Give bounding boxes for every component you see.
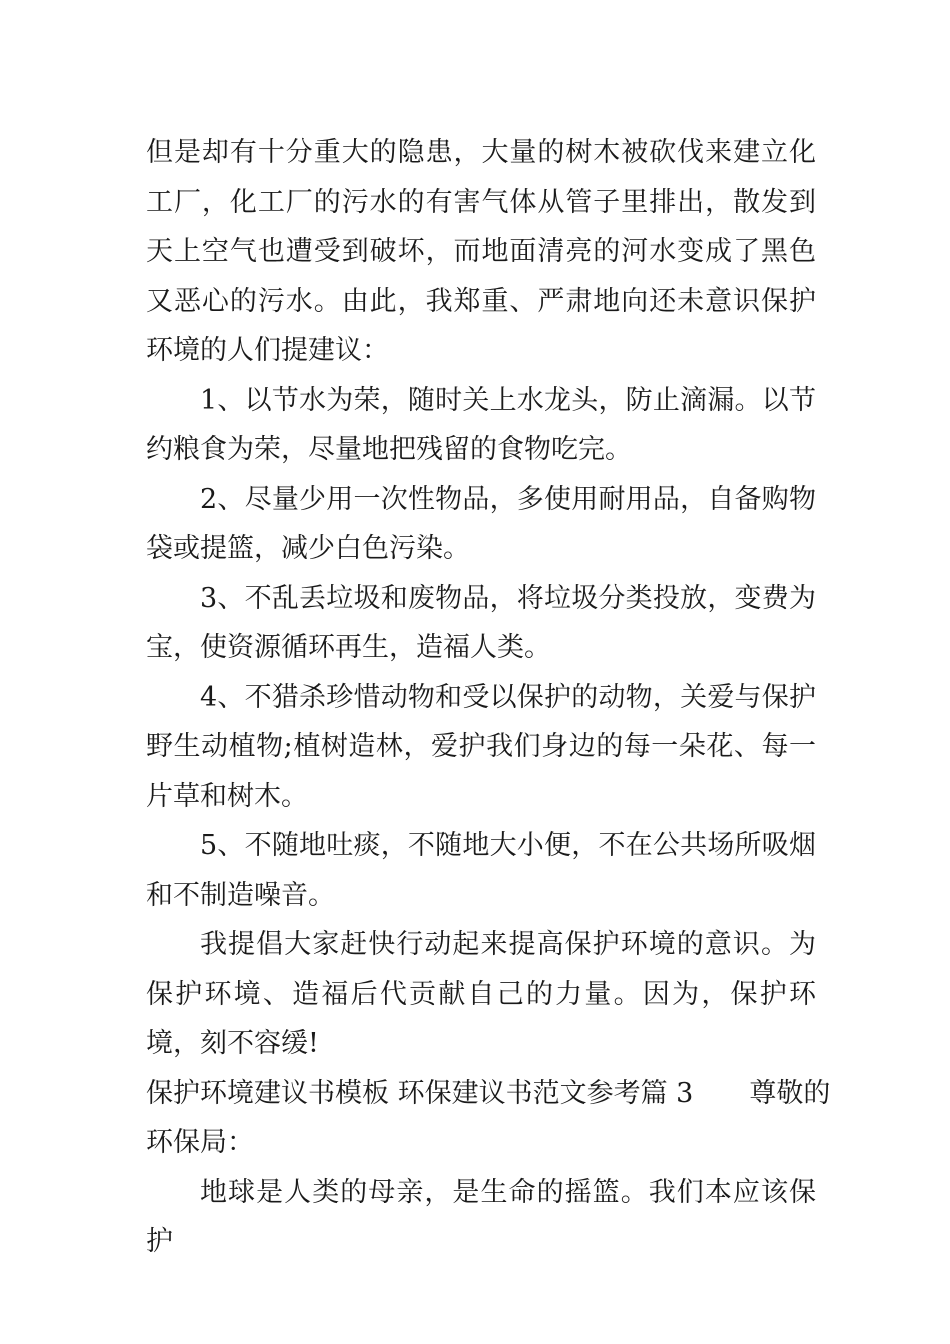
paragraph-intro: 但是却有十分重大的隐患，大量的树木被砍伐来建立化工厂，化工厂的污水的有害气体从管子里排出，散发到天上空气也遭受到破坏，而地面清亮的河水变成了黑色又恶心的污水。由此，我郑重、严肃地向还未意识保护环境的人们提建议： [146,137,816,366]
salutation-start: 尊敬的 [749,1077,831,1109]
paragraph-item-1: 1、以节水为荣，随时关上水龙头，防止滴漏。以节约粮食为荣，尽量地把残留的食物吃完。 [146,384,816,465]
document-body [146,128,831,1267]
salutation-end: 环保局： [146,1127,254,1158]
paragraph-item-4: 4、不猎杀珍惜动物和受以保护的动物，关爱与保护野生动植物;植树造林，爱护我们身边的每一朵花、每一片草和树木。 [146,681,816,812]
section-heading-line [146,1069,831,1119]
paragraph-closing: 我提倡大家赶快行动起来提高保护环境的意识。为保护环境、造福后代贡献自己的力量。因为，保护环境，刻不容缓! [146,929,816,1059]
paragraph-item-3: 3、不乱丢垃圾和废物品，将垃圾分类投放，变费为宝，使资源循环再生，造福人类。 [146,582,816,663]
paragraph-item-5: 5、不随地吐痰，不随地大小便，不在公共场所吸烟和不制造噪音。 [146,830,816,911]
paragraph-next: 地球是人类的母亲，是生命的摇篮。我们本应该保护 [146,1176,816,1257]
section-heading: 保护环境建议书模板 环保建议书范文参考篇 3 [146,1077,694,1109]
paragraph-item-2: 2、尽量少用一次性物品，多使用耐用品，自备购物袋或提篮，减少白色污染。 [146,483,816,564]
